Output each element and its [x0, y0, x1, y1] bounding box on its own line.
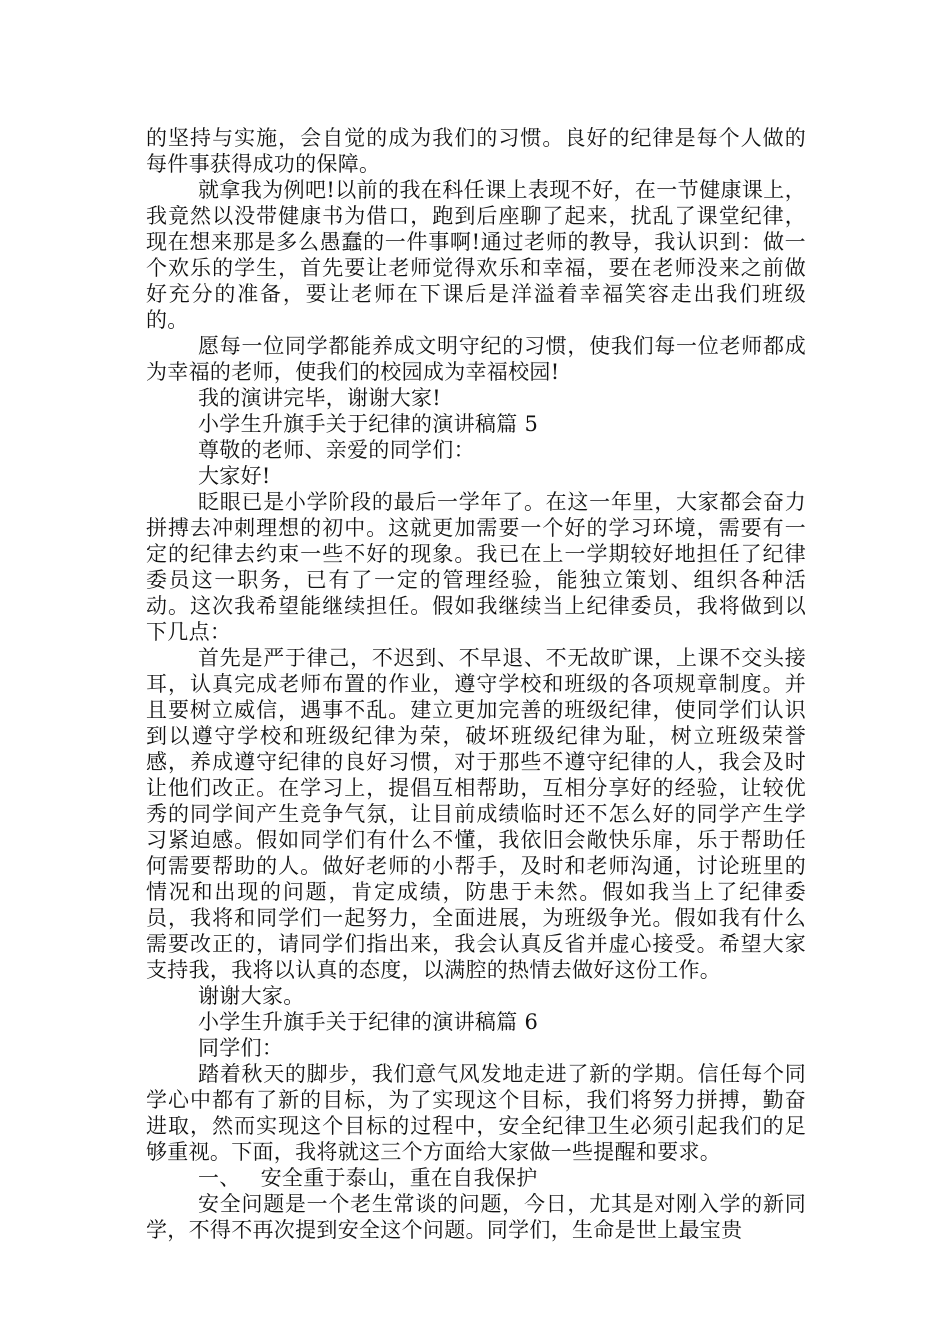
- section-title: 安全重于泰山，重在自我保护: [260, 1166, 538, 1190]
- speech-title-6: 小学生升旗手关于纪律的演讲稿篇 6: [198, 1010, 539, 1034]
- paragraph-safety: 安全问题是一个老生常谈的问题，今日，尤其是对刚入学的新同学，不得不再次提到安全这个问题。同学们，生命是世上最宝贵: [146, 1192, 806, 1242]
- paragraph-wish: 愿每一位同学都能养成文明守纪的习惯，使我们每一位老师都成为幸福的老师，使我们的校园成为幸福校园!: [146, 334, 806, 384]
- greeting: 大家好!: [198, 464, 271, 488]
- section-number: 一、: [198, 1166, 241, 1190]
- paragraph-continuation: 的坚持与实施，会自觉的成为我们的习惯。良好的纪律是每个人做的每件事获得成功的保障。: [146, 126, 806, 176]
- paragraph-example: 就拿我为例吧!以前的我在科任课上表现不好，在一节健康课上，我竟然以没带健康书为借口，跑到后座聊了起来，扰乱了课堂纪律，现在想来那是多么愚蠢的一件事啊!通过老师的教导，我认识到：做一个欢乐的学生，首先要让老师觉得欢乐和幸福，要在老师没来之前做好充分的准备，要让老师在下课后是洋溢着幸福笑容走出我们班级的。: [146, 178, 806, 332]
- paragraph-plan: 首先是严于律己，不迟到、不早退、不无故旷课，上课不交头接耳，认真完成老师布置的作业，遵守学校和班级的各项规章制度。并且要树立威信，遇事不乱。建立更加完善的班级纪律，使同学们认识到以遵守学校和班级纪律为荣，破坏班级纪律为耻，树立班级荣誉感，养成遵守纪律的良好习惯，对于那些不遵守纪律的人，我会及时让他们改正。在学习上，提倡互相帮助，互相分享好的经验，让较优秀的同学间产生竞争气氛，让目前成绩临时还不怎么好的同学产生学习紧迫感。假如同学们有什么不懂，我依旧会敞快乐扉，乐于帮助任何需要帮助的人。做好老师的小帮手，及时和老师沟通，讨论班里的情况和出现的问题，肯定成绩，防患于未然。假如我当上了纪律委员，我将和同学们一起努力，全面进展，为班级争光。假如我有什么需要改正的，请同学们指出来，我会认真反省并虚心接受。希望大家支持我，我将以认真的态度，以满腔的热情去做好这份工作。: [146, 646, 806, 982]
- speech-title-5: 小学生升旗手关于纪律的演讲稿篇 5: [198, 412, 539, 436]
- document-page: [146, 125, 806, 1243]
- thanks: 谢谢大家。: [198, 984, 305, 1008]
- salutation-classmates: 同学们：: [198, 1036, 284, 1060]
- paragraph-autumn: 踏着秋天的脚步，我们意气风发地走进了新的学期。信任每个同学心中都有了新的目标，为了实现这个目标，我们将努力拼搏，勤奋进取，然而实现这个目标的过程中，安全纪律卫生必须引起我们的足够重视。下面，我将就这三个方面给大家做一些提醒和要求。: [146, 1062, 806, 1164]
- paragraph-intro: 眨眼已是小学阶段的最后一学年了。在这一年里，大家都会奋力拼搏去冲刺理想的初中。这就更加需要一个好的学习环境，需要有一定的纪律去约束一些不好的现象。我已在上一学期较好地担任了纪律委员这一职务，已有了一定的管理经验，能独立策划、组织各种活动。这次我希望能继续担任。假如我继续当上纪律委员，我将做到以下几点：: [146, 490, 806, 644]
- speech-closing: 我的演讲完毕，谢谢大家!: [198, 386, 442, 410]
- section-one-heading: [146, 1165, 806, 1191]
- salutation: 尊敬的老师、亲爱的同学们：: [198, 438, 475, 462]
